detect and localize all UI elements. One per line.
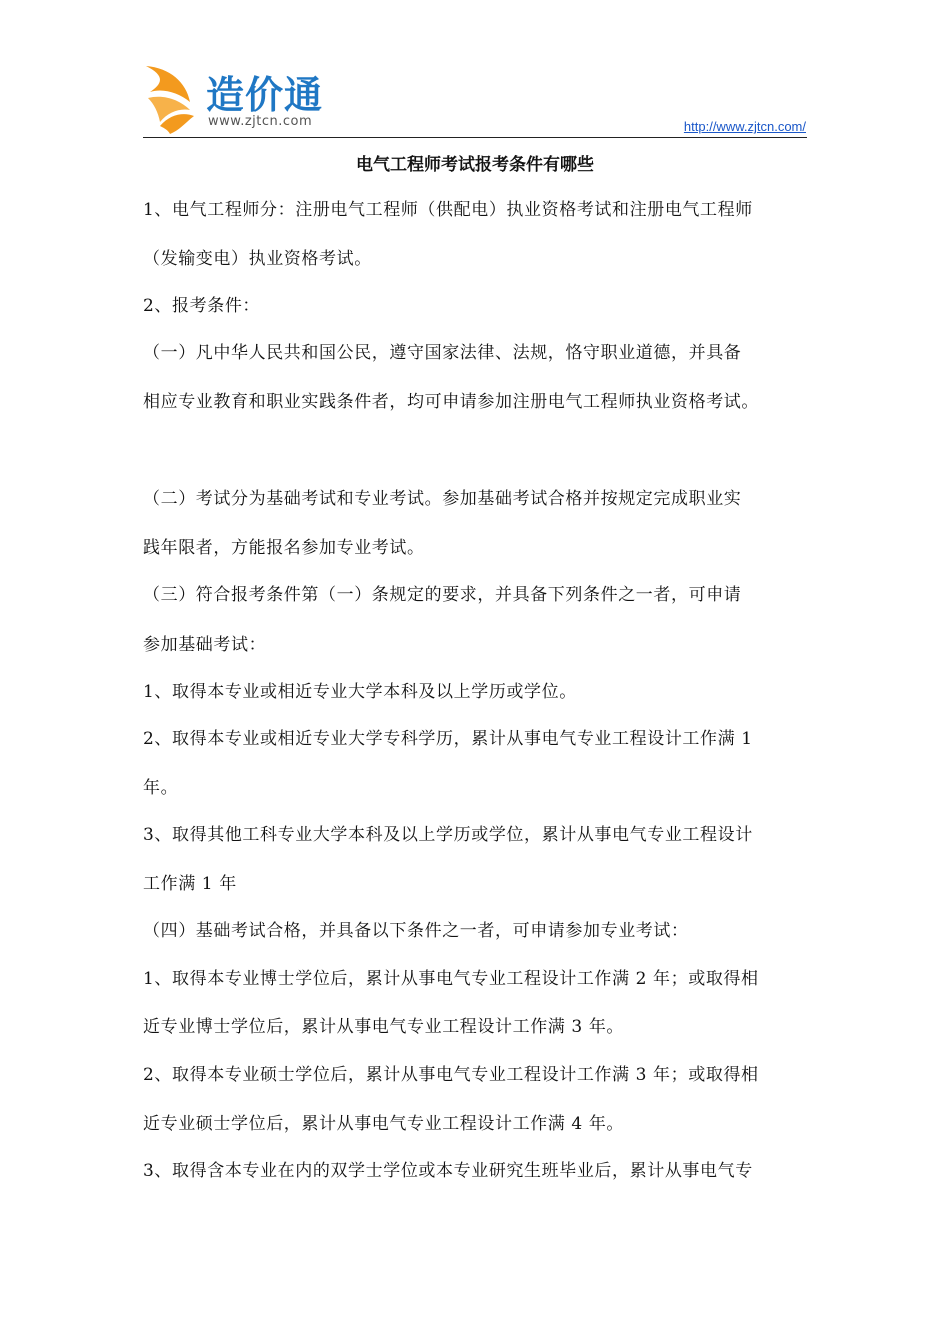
paragraph-line: 年。 [143,778,179,798]
document-title: 电气工程师考试报考条件有哪些 [356,155,594,175]
paragraph-line: 3、取得含本专业在内的双学士学位或本专业研究生班毕业后，累计从事电气专 [143,1161,753,1181]
paragraph-line: 工作满 1 年 [143,874,237,894]
paragraph-line: 相应专业教育和职业实践条件者，均可申请参加注册电气工程师执业资格考试。 [143,392,759,412]
paragraph-line: 2、报考条件： [143,296,261,316]
zjtcn-logo [140,62,360,136]
paragraph-line: 1、电气工程师分：注册电气工程师（供配电）执业资格考试和注册电气工程师 [143,200,753,220]
header-website-link[interactable]: http://www.zjtcn.com/ [683,119,806,134]
paragraph-line: 近专业博士学位后，累计从事电气专业工程设计工作满 3 年。 [143,1017,625,1037]
paragraph-line: 3、取得其他工科专业大学本科及以上学历或学位，累计从事电气专业工程设计 [143,825,753,845]
header-divider [143,137,807,138]
paragraph-line: 参加基础考试： [143,635,267,655]
logo-wordmark: 造价通 [206,73,324,117]
paragraph-line: （四）基础考试合格，并具备以下条件之一者，可申请参加专业考试： [143,921,689,941]
paragraph-line: （二）考试分为基础考试和专业考试。参加基础考试合格并按规定完成职业实 [143,489,742,509]
paragraph-line: （三）符合报考条件第（一）条规定的要求，并具备下列条件之一者，可申请 [143,585,742,605]
paragraph-line: 践年限者，方能报名参加专业考试。 [143,538,425,558]
paragraph-line: 2、取得本专业硕士学位后，累计从事电气专业工程设计工作满 3 年；或取得相 [143,1065,759,1085]
paragraph-line: 1、取得本专业博士学位后，累计从事电气专业工程设计工作满 2 年；或取得相 [143,969,759,989]
paragraph-line: （发输变电）执业资格考试。 [143,249,372,269]
paragraph-line: 2、取得本专业或相近专业大学专科学历，累计从事电气专业工程设计工作满 1 [143,729,753,749]
paragraph-line: 近专业硕士学位后，累计从事电气专业工程设计工作满 4 年。 [143,1114,625,1134]
butterfly-logo-icon [140,62,206,136]
paragraph-line: 1、取得本专业或相近专业大学本科及以上学历或学位。 [143,682,577,702]
logo-domain: www.zjtcn.com [208,114,313,129]
paragraph-line: （一）凡中华人民共和国公民，遵守国家法律、法规，恪守职业道德，并具备 [143,343,742,363]
